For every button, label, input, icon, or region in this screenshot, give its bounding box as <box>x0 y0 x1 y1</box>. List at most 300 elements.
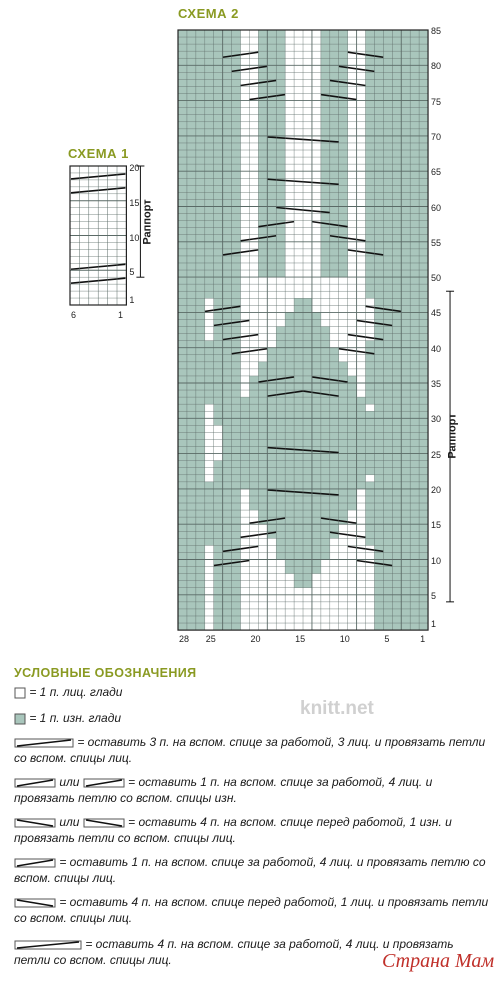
purl-cell-run <box>178 531 205 538</box>
row-number: 20 <box>431 484 442 495</box>
row-number: 40 <box>431 343 442 354</box>
purl-cell-run <box>401 319 428 326</box>
purl-cell-run <box>178 418 205 425</box>
row-number: 85 <box>431 26 442 36</box>
purl-cell-run <box>401 362 428 369</box>
purl-cell-run <box>374 468 401 475</box>
purl-cell-run <box>401 602 428 609</box>
purl-cell-run <box>374 312 401 319</box>
cable-4-1-front-icon <box>14 817 56 829</box>
purl-cell-run <box>401 334 428 341</box>
purl-cell-run <box>401 447 428 454</box>
purl-cell-run <box>178 411 205 418</box>
legend-item-purl <box>14 710 492 726</box>
purl-cell-run <box>321 58 348 65</box>
purl-cell-run <box>178 150 205 157</box>
purl-cell-run <box>374 574 401 581</box>
purl-cell-run <box>258 263 285 270</box>
purl-cell-run <box>178 312 205 319</box>
scheme2-chart <box>170 26 470 650</box>
purl-cell-run <box>214 588 241 595</box>
purl-cell-run <box>258 44 285 51</box>
row-number: 10 <box>431 555 442 566</box>
purl-cell-run <box>401 72 428 79</box>
purl-cell-run <box>374 623 401 630</box>
purl-cell-run <box>374 411 401 418</box>
legend-item-cable-3-3 <box>14 734 492 766</box>
purl-cell-run <box>401 94 428 101</box>
purl-cell-run <box>401 37 428 44</box>
purl-cell-run <box>374 418 401 425</box>
purl-cell-run <box>374 552 401 559</box>
purl-cell-run <box>178 263 205 270</box>
purl-cell-run <box>401 164 428 171</box>
purl-cell-run <box>401 249 428 256</box>
purl-cell-run <box>214 595 241 602</box>
purl-cell-run <box>258 199 285 206</box>
purl-cell-run <box>401 574 428 581</box>
purl-cell-run <box>258 150 285 157</box>
purl-cell-run <box>401 136 428 143</box>
purl-cell-run <box>178 432 205 439</box>
purl-cell-run <box>258 185 285 192</box>
legend-item-cable-4-1-front-knit <box>14 894 492 926</box>
legend-text: = оставить 4 п. на вспом. спице перед работой, 1 лиц. и провязать петли со вспом. спицы лиц. <box>14 895 489 925</box>
purl-cell-run <box>401 623 428 630</box>
purl-cell-run <box>401 122 428 129</box>
purl-cell-run <box>178 538 205 545</box>
purl-cell-run <box>321 164 348 171</box>
legend-item-knit <box>14 684 492 700</box>
purl-cell-run <box>178 327 205 334</box>
purl-cell-run <box>321 242 348 249</box>
legend-item-cable-4-1-front <box>14 814 492 846</box>
purl-cell-run <box>258 228 285 235</box>
row-number: 15 <box>431 520 442 531</box>
col-number: 20 <box>250 634 261 645</box>
purl-cell-run <box>374 404 401 411</box>
purl-cell-run <box>258 108 285 115</box>
row-number: 45 <box>431 308 442 319</box>
purl-cell-run <box>321 199 348 206</box>
purl-cell-run <box>401 256 428 263</box>
scheme1-rapport-label: Раппорт <box>141 199 154 245</box>
legend-text: = оставить 1 п. на вспом. спице за работой, 4 лиц. и провязать петлю со вспом. спицы лиц. <box>14 855 486 885</box>
purl-cell-run <box>178 256 205 263</box>
purl-cell-run <box>401 454 428 461</box>
purl-cell-run <box>178 221 205 228</box>
purl-cell-run <box>214 468 241 475</box>
cable-4-1-front-alt-icon <box>83 817 125 829</box>
purl-cell-run <box>178 30 205 37</box>
purl-cell-run <box>321 171 348 178</box>
purl-cell-run <box>178 454 205 461</box>
purl-cell-run <box>401 552 428 559</box>
legend-text: = оставить 1 п. на вспом. спице за работой, 4 лиц. и провязать петлю со вспом. спицы изн. <box>14 775 433 805</box>
purl-cell-run <box>374 461 401 468</box>
purl-cell-run <box>178 37 205 44</box>
purl-cell-run <box>401 538 428 545</box>
col-number: 15 <box>295 634 306 645</box>
purl-cell-run <box>258 270 285 277</box>
purl-cell-run <box>258 30 285 37</box>
purl-cell-run <box>178 355 205 362</box>
purl-cell-run <box>178 447 205 454</box>
purl-cell-run <box>401 567 428 574</box>
purl-cell-run <box>178 475 205 482</box>
purl-cell-run <box>401 185 428 192</box>
purl-cell-run <box>178 376 205 383</box>
col-number: 25 <box>205 634 216 645</box>
col-number: 6 <box>71 310 77 320</box>
purl-cell-run <box>401 79 428 86</box>
purl-cell-run <box>178 588 205 595</box>
row-number: 35 <box>431 379 442 389</box>
purl-cell-run <box>374 567 401 574</box>
purl-cell-run <box>401 86 428 93</box>
purl-cell-run <box>401 150 428 157</box>
purl-cell-run <box>321 256 348 263</box>
purl-cell-run <box>401 496 428 503</box>
purl-cell-run <box>178 334 205 341</box>
legend-connector: или <box>59 775 80 789</box>
purl-cell-run <box>178 461 205 468</box>
purl-cell-run <box>401 207 428 214</box>
purl-cell-run <box>178 369 205 376</box>
purl-cell-run <box>374 581 401 588</box>
purl-cell-run <box>178 390 205 397</box>
purl-cell-run <box>374 475 401 482</box>
purl-cell-run <box>401 312 428 319</box>
purl-cell-run <box>401 348 428 355</box>
purl-cell-run <box>178 439 205 446</box>
purl-cell-run <box>178 58 205 65</box>
purl-cell-run <box>321 228 348 235</box>
purl-cell-run <box>178 524 205 531</box>
row-number: 80 <box>431 61 442 72</box>
purl-cell-run <box>178 510 205 517</box>
purl-cell-run <box>321 129 348 136</box>
purl-cell-run <box>401 404 428 411</box>
purl-cell-run <box>178 552 205 559</box>
watermark: knitt.net <box>300 698 374 719</box>
cable-1-4-back-knit-icon <box>14 857 56 869</box>
purl-cell-run <box>401 425 428 432</box>
purl-cell-run <box>178 228 205 235</box>
purl-cell-run <box>178 482 205 489</box>
purl-cell-run <box>214 418 241 425</box>
purl-cell-run <box>178 616 205 623</box>
purl-cell-run <box>321 249 348 256</box>
row-number: 25 <box>431 449 442 460</box>
purl-cell-run <box>401 439 428 446</box>
purl-cell-run <box>178 383 205 390</box>
purl-cell-run <box>214 567 241 574</box>
purl-cell-run <box>401 411 428 418</box>
purl-cell-run <box>178 79 205 86</box>
purl-cell-run <box>401 228 428 235</box>
shaded-cell-icon <box>14 713 26 725</box>
purl-cell-run <box>401 545 428 552</box>
purl-cell-run <box>258 37 285 44</box>
purl-cell-run <box>178 560 205 567</box>
purl-cell-run <box>401 277 428 284</box>
purl-cell-run <box>374 609 401 616</box>
purl-cell-run <box>178 348 205 355</box>
purl-cell-run <box>401 489 428 496</box>
purl-cell-run <box>178 122 205 129</box>
col-number: 1 <box>420 634 426 645</box>
purl-cell-run <box>401 235 428 242</box>
purl-cell-run <box>214 404 241 411</box>
purl-cell-run <box>401 30 428 37</box>
purl-cell-run <box>258 51 285 58</box>
purl-cell-run <box>401 327 428 334</box>
purl-cell-run <box>258 249 285 256</box>
purl-cell-run <box>374 616 401 623</box>
cable-3-3-back-icon <box>14 737 74 749</box>
purl-cell-run <box>178 468 205 475</box>
purl-cell-run <box>178 101 205 108</box>
purl-cell-run <box>321 44 348 51</box>
purl-cell-run <box>178 496 205 503</box>
purl-cell-run <box>214 609 241 616</box>
purl-cell-run <box>321 115 348 122</box>
purl-cell-run <box>401 560 428 567</box>
purl-cell-run <box>178 425 205 432</box>
purl-cell-run <box>401 482 428 489</box>
purl-cell-run <box>178 136 205 143</box>
purl-cell-run <box>321 101 348 108</box>
legend-item-cable-1-4-knit <box>14 854 492 886</box>
purl-cell-run <box>178 291 205 298</box>
purl-cell-run <box>401 51 428 58</box>
purl-cell-run <box>401 517 428 524</box>
scheme1-title: СХЕМА 1 <box>68 146 129 161</box>
purl-cell-run <box>258 242 285 249</box>
purl-cell-run <box>178 623 205 630</box>
purl-cell-run <box>401 171 428 178</box>
purl-cell-run <box>214 581 241 588</box>
row-number: 5 <box>431 590 437 601</box>
purl-cell-run <box>178 574 205 581</box>
purl-cell-run <box>321 185 348 192</box>
purl-cell-run <box>178 192 205 199</box>
purl-cell-run <box>401 270 428 277</box>
row-number: 1 <box>129 295 135 306</box>
purl-cell-run <box>401 397 428 404</box>
purl-cell-run <box>178 242 205 249</box>
purl-cell-run <box>401 108 428 115</box>
purl-cell-run <box>374 298 401 305</box>
purl-cell-run <box>178 164 205 171</box>
purl-cell-run <box>258 58 285 65</box>
row-number: 20 <box>129 163 140 173</box>
purl-cell-run <box>178 65 205 72</box>
purl-cell-run <box>214 312 241 319</box>
purl-cell-run <box>258 214 285 221</box>
purl-cell-run <box>258 129 285 136</box>
purl-cell-run <box>321 30 348 37</box>
purl-cell-run <box>401 390 428 397</box>
purl-cell-run <box>321 157 348 164</box>
site-logo: Страна Мам <box>382 950 495 972</box>
purl-cell-run <box>178 44 205 51</box>
legend-text: = оставить 3 п. на вспом. спице за работой, 3 лиц. и провязать петли со вспом. спицы лиц. <box>14 735 486 765</box>
purl-cell-run <box>321 122 348 129</box>
empty-cell-icon <box>14 687 26 699</box>
legend-text: = 1 п. изн. глади <box>29 711 122 725</box>
purl-cell-run <box>178 171 205 178</box>
purl-cell-run <box>401 524 428 531</box>
purl-cell-run <box>178 249 205 256</box>
purl-cell-run <box>321 150 348 157</box>
purl-cell-run <box>401 298 428 305</box>
purl-cell-run <box>401 461 428 468</box>
scheme2-rapport-label: Раппорт <box>446 413 459 459</box>
purl-cell-run <box>178 51 205 58</box>
purl-cell-run <box>401 418 428 425</box>
purl-cell-run <box>258 122 285 129</box>
col-number: 5 <box>384 634 390 645</box>
purl-cell-run <box>178 115 205 122</box>
purl-cell-run <box>214 552 241 559</box>
legend-connector: или <box>59 815 80 829</box>
purl-cell-run <box>178 214 205 221</box>
row-number: 15 <box>129 197 140 208</box>
purl-cell-run <box>178 129 205 136</box>
purl-cell-run <box>214 298 241 305</box>
purl-cell-run <box>401 221 428 228</box>
purl-cell-run <box>401 192 428 199</box>
purl-cell-run <box>401 531 428 538</box>
scheme1-grid <box>70 166 126 305</box>
purl-cell-run <box>178 235 205 242</box>
legend-text: = оставить 4 п. на вспом. спице за работой, 4 лиц. и провязать петли со вспом. спицы лиц. <box>14 937 454 967</box>
purl-cell-run <box>178 609 205 616</box>
purl-cell-run <box>401 44 428 51</box>
purl-cell-run <box>401 263 428 270</box>
purl-cell-run <box>374 595 401 602</box>
purl-cell-run <box>321 37 348 44</box>
purl-cell-run <box>401 588 428 595</box>
purl-cell-run <box>401 432 428 439</box>
purl-cell-run <box>258 157 285 164</box>
purl-cell-run <box>178 270 205 277</box>
purl-cell-run <box>214 411 241 418</box>
purl-cell-run <box>401 291 428 298</box>
purl-cell-run <box>178 157 205 164</box>
col-number: 28 <box>179 634 190 645</box>
purl-cell-run <box>401 616 428 623</box>
scheme2-title: СХЕМА 2 <box>178 6 239 21</box>
cable-4-4-back-icon <box>14 939 82 951</box>
purl-cell-run <box>178 489 205 496</box>
purl-cell-run <box>258 256 285 263</box>
purl-cell-run <box>401 199 428 206</box>
purl-cell-run <box>258 164 285 171</box>
purl-cell-run <box>401 115 428 122</box>
purl-cell-run <box>401 143 428 150</box>
purl-cell-run <box>214 327 241 334</box>
purl-cell-run <box>258 72 285 79</box>
purl-cell-run <box>258 143 285 150</box>
purl-cell-run <box>258 192 285 199</box>
purl-cell-run <box>178 298 205 305</box>
row-number: 60 <box>431 202 442 213</box>
purl-cell-run <box>401 510 428 517</box>
purl-cell-run <box>214 616 241 623</box>
purl-cell-run <box>258 86 285 93</box>
purl-cell-run <box>178 404 205 411</box>
purl-cell-run <box>178 199 205 206</box>
legend-title: УСЛОВНЫЕ ОБОЗНАЧЕНИЯ <box>14 666 197 680</box>
purl-cell-run <box>401 341 428 348</box>
purl-cell-run <box>401 355 428 362</box>
purl-cell-run <box>321 270 348 277</box>
purl-cell-run <box>178 602 205 609</box>
purl-cell-run <box>401 376 428 383</box>
row-number: 10 <box>129 232 140 243</box>
purl-cell-run <box>178 545 205 552</box>
row-number: 75 <box>431 96 442 107</box>
row-number: 70 <box>431 131 442 142</box>
purl-cell-run <box>321 263 348 270</box>
purl-cell-run <box>178 108 205 115</box>
row-number: 1 <box>431 619 437 630</box>
row-number: 30 <box>431 414 442 425</box>
purl-cell-run <box>401 475 428 482</box>
purl-cell-run <box>178 581 205 588</box>
cable-1-4-back-purl-icon <box>14 777 56 789</box>
col-number: 1 <box>118 310 124 320</box>
purl-cell-run <box>258 101 285 108</box>
purl-cell-run <box>178 185 205 192</box>
purl-cell-run <box>178 284 205 291</box>
purl-cell-run <box>178 567 205 574</box>
purl-cell-run <box>321 72 348 79</box>
purl-cell-run <box>214 461 241 468</box>
purl-cell-run <box>321 108 348 115</box>
purl-cell-run <box>178 72 205 79</box>
purl-cell-run <box>321 86 348 93</box>
purl-cell-run <box>374 588 401 595</box>
cable-1-4-back-purl-alt-icon <box>83 777 125 789</box>
purl-cell-run <box>178 94 205 101</box>
purl-cell-run <box>178 305 205 312</box>
purl-cell-run <box>178 86 205 93</box>
purl-cell-run <box>214 475 241 482</box>
purl-cell-run <box>401 129 428 136</box>
purl-cell-run <box>178 207 205 214</box>
purl-cell-run <box>401 284 428 291</box>
purl-cell-run <box>214 623 241 630</box>
purl-cell-run <box>258 171 285 178</box>
purl-cell-run <box>401 503 428 510</box>
purl-cell-run <box>258 115 285 122</box>
purl-cell-run <box>178 143 205 150</box>
purl-cell-run <box>401 101 428 108</box>
purl-cell-run <box>401 157 428 164</box>
purl-cell-run <box>401 609 428 616</box>
purl-cell-run <box>321 214 348 221</box>
row-number: 50 <box>431 273 442 284</box>
purl-cell-run <box>401 214 428 221</box>
purl-cell-run <box>401 242 428 249</box>
purl-cell-run <box>178 517 205 524</box>
row-number: 55 <box>431 237 442 248</box>
col-number: 10 <box>339 634 350 645</box>
